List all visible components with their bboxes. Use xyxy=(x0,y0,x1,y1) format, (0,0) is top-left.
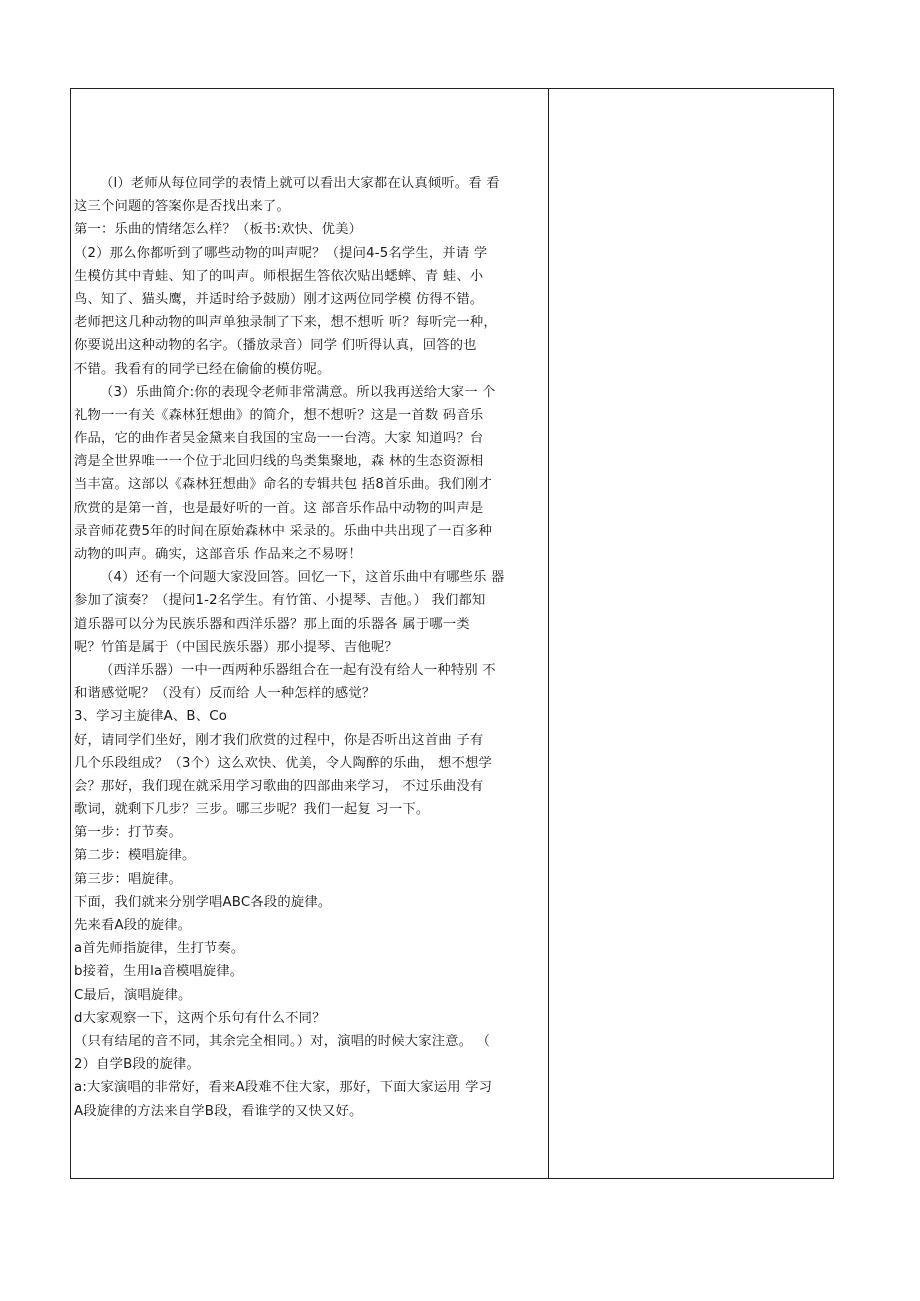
text-line: 不错。我看有的同学已经在偷偷的模仿呢。 xyxy=(74,361,331,377)
text-line: 2）自学B段的旋律。 xyxy=(74,1057,200,1073)
lesson-table xyxy=(70,88,834,1179)
text-line: 鸟、知了、猫头鹰，并适时给予鼓励）刚才这两位同学模 仿得不错。 xyxy=(74,291,484,307)
text-line: 和谐感觉呢？（没有）反而给 人一种怎样的感觉？ xyxy=(74,686,376,702)
text-line: 歌词，就剩下几步？三步。哪三步呢？我们一起复 习一下。 xyxy=(74,802,430,818)
text-line: 3、学习主旋律A、B、Co xyxy=(74,709,228,725)
text-line: 道乐器可以分为民族乐器和西洋乐器？那上面的乐器各 属于哪一类 xyxy=(74,616,470,632)
text-line: b接着，生用la音模唱旋律。 xyxy=(74,964,244,980)
text-line: 欣赏的是第一首，也是最好听的一首。这 部音乐作品中动物的叫声是 xyxy=(74,500,484,516)
text-line: 当丰富。这部以《森林狂想曲》命名的专辑共包 括8首乐曲。我们刚才 xyxy=(74,477,492,493)
text-line: 会？那好，我们现在就采用学习歌曲的四部曲来学习， 不过乐曲没有 xyxy=(74,778,484,794)
teaching-process-column xyxy=(74,172,546,1123)
text-line: 第一步：打节奏。 xyxy=(74,825,182,841)
text-line: 第三步：唱旋律。 xyxy=(74,871,182,887)
text-line: 呢？竹笛是属于（中国民族乐器）那小提琴、吉他呢？ xyxy=(74,639,398,655)
text-line: 下面，我们就来分别学唱ABC各段的旋律。 xyxy=(74,894,332,910)
text-line: a:大家演唱的非常好，看来A段难不住大家，那好，下面大家运用 学习 xyxy=(74,1080,493,1096)
text-line: C最后，演唱旋律。 xyxy=(74,987,192,1003)
text-line: 生模仿其中青蛙、知了的叫声。师根据生答依次贴出蟋蟀、青 蛙、小 xyxy=(74,268,484,284)
text-line: 湾是全世界唯一一个位于北回归线的鸟类集聚地，森 林的生态资源相 xyxy=(74,454,484,470)
notes-column xyxy=(549,89,834,1178)
text-line: 第二步：模唱旋律。 xyxy=(74,848,196,864)
text-line: （4）还有一个问题大家没回答。回忆一下，这首乐曲中有哪些乐 器 xyxy=(100,570,505,586)
text-line: 你要说出这种动物的名字。（播放录音）同学 们听得认真，回答的也 xyxy=(74,338,477,354)
text-line: d大家观察一下，这两个乐句有什么不同？ xyxy=(74,1010,326,1026)
text-line: 录音师花费5年的时间在原始森林中 采录的。乐曲中共出现了一百多种 xyxy=(74,523,492,539)
text-line: （只有结尾的音不同，其余完全相同。）对，演唱的时候大家注意。 （ xyxy=(74,1033,491,1049)
text-line: 礼物一一有关《森林狂想曲》的简介，想不想听？这是一首数 码音乐 xyxy=(74,407,484,423)
text-line: 第一：乐曲的情绪怎么样？（板书:欢快、优美） xyxy=(74,222,363,238)
text-line: 参加了演奏？（提问1-2名学生。有竹笛、小提琴、吉他。） 我们都知 xyxy=(74,593,486,609)
text-line: A段旋律的方法来自学B段，看谁学的又快又好。 xyxy=(74,1103,363,1119)
text-line: 作品，它的曲作者吴金黛来自我国的宝岛一一台湾。大家 知道吗？台 xyxy=(74,431,484,447)
text-line: a首先师指旋律，生打节奏。 xyxy=(74,941,245,957)
text-line: （l）老师从每位同学的表情上就可以看出大家都在认真倾听。看 看 xyxy=(100,176,500,191)
text-line: 好，请同学们坐好，刚才我们欣赏的过程中，你是否听出这首曲 子有 xyxy=(74,732,484,748)
text-line: 这三个问题的答案你是否找出来了。 xyxy=(74,199,290,215)
text-line: 先来看A段的旋律。 xyxy=(74,918,192,933)
text-line: （3）乐曲简介:你的表现令老师非常满意。所以我再送给大家一 个 xyxy=(100,384,496,400)
text-line: 老师把这几种动物的叫声单独录制了下来，想不想听 听？每听完一种， xyxy=(74,315,497,331)
text-line: 几个乐段组成？（3个）这么欢快、优美，令人陶醉的乐曲， 想不想学 xyxy=(74,755,492,771)
text-line: 动物的叫声。确实，这部音乐 作品来之不易呀！ xyxy=(74,547,362,562)
text-line: （西洋乐器）一中一西两种乐器组合在一起有没有给人一种特别 不 xyxy=(100,662,496,678)
text-line: （2）那么你都听到了哪些动物的叫声呢？（提问4-5名学生，并请 学 xyxy=(74,245,488,261)
